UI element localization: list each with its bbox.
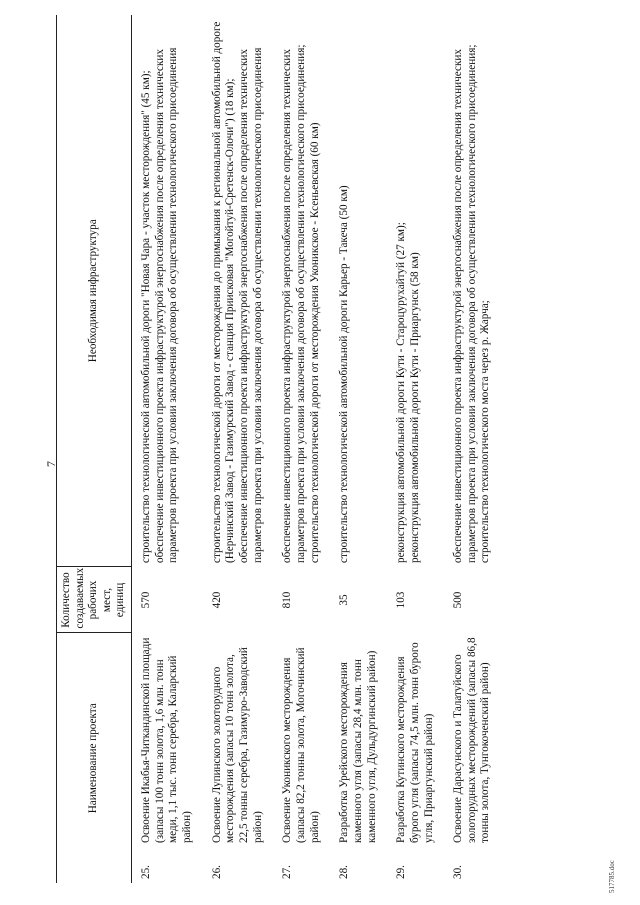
project-name: Освоение Лупинского золоторудного месторождения (запасы 10 тонн золота, 22,5 тонны серебра, Газимуро-Заводский район): [210, 647, 264, 843]
row-number: 25.: [140, 865, 152, 879]
infrastructure-item: реконструкция автомобильной дороги Кути - Староцурухайтуй (27 км);: [395, 222, 408, 563]
table-header-row: [57, 15, 132, 883]
infrastructure-item: строительство технологической автомобильной дороги "Новая Чара - участок месторождения" (45 км);: [140, 70, 152, 563]
infrastructure-item: реконструкция автомобильной дороги Кути - Приаргунск (58 км): [408, 252, 421, 563]
infrastructure-item: обеспечение инвестиционного проекта инфраструктурой энергоснабжения после определения технических параметров проекта при условии заключения договора об осуществлении технологического присоединения;: [452, 44, 478, 563]
project-name: Разработка Кутинского месторождения бурого угля (запасы 74,5 млн. тонн бурого угля, Приаргунский район): [395, 642, 435, 843]
infrastructure-cell: [273, 15, 330, 567]
project-name: Разработка Урейского месторождения каменного угля (запасы 28,4 млн. тонн каменного угля, Дульдургинский район): [338, 650, 378, 843]
infrastructure-cell: [132, 15, 203, 567]
jobs-count: 420: [210, 591, 223, 609]
infrastructure-item: строительство технологической дороги от месторождения до примыкания к региональной автомобильной дороге (Нерчинский Завод - Газимурский Завод - станция Приисковая "Могойтуй-Сретенск-Олочи") (18 км);: [210, 21, 237, 563]
table-body: [132, 15, 502, 883]
infrastructure-cell: [330, 15, 387, 567]
infrastructure-item: обеспечение инвестиционного проекта инфраструктурой энергоснабжения после определения технических параметров проекта при условии заключения договора об осуществлении технологического присоединения: [237, 47, 264, 563]
infrastructure-cell: [444, 15, 501, 567]
infrastructure-item: строительство технологического моста через р. Жарча;: [479, 300, 492, 563]
table-row: [444, 15, 501, 883]
infrastructure-cell: [387, 15, 444, 567]
project-name: Освоение Дарасунского и Талатуйского золоторудных месторождений (запасы 86,8 тонны золота, Тунгокоченский район): [452, 637, 492, 843]
row-number: 28.: [338, 865, 351, 879]
infrastructure-item: обеспечение инвестиционного проекта инфраструктурой энергоснабжения после определения технических параметров проекта при условии заключения договора об осуществлении технологического присоединения;: [281, 44, 307, 563]
table-row: [132, 15, 203, 883]
jobs-count: 810: [281, 591, 294, 609]
infrastructure-item: строительство технологической автомобильной дороги Карьер - Такеча (50 км): [338, 185, 351, 563]
header-jobs-count: Количество создаваемых рабочих мест, единиц: [57, 567, 132, 633]
row-number: 30.: [452, 865, 465, 879]
page-number: 7: [44, 461, 58, 467]
jobs-count: 500: [452, 591, 465, 609]
table-row: [330, 15, 387, 883]
header-infrastructure: Необходимая инфраструктура: [57, 15, 132, 567]
table-row: [387, 15, 444, 883]
header-project-name: Наименование проекта: [57, 633, 132, 883]
footer-doc-id: 517785.doc: [608, 860, 616, 893]
project-name: Освоение Уконикского месторождения (запасы 82,2 тонны золота, Могочинский район): [281, 647, 321, 843]
infrastructure-item: обеспечение инвестиционного проекта инфраструктурой энергоснабжения после определения технических параметров проекта при условии заключения договора об осуществлении технологического присоединения: [153, 47, 180, 563]
infrastructure-cell: [203, 15, 274, 567]
infrastructure-item: строительство технологической дороги от месторождения Уконикское - Ксеньевская (60 км): [308, 122, 321, 563]
row-number: 26.: [210, 865, 223, 879]
table-row: [273, 15, 330, 883]
jobs-count: 35: [338, 594, 351, 606]
row-number: 29.: [395, 865, 408, 879]
jobs-count: 103: [395, 591, 408, 609]
projects-table: [56, 15, 501, 883]
table-row: [203, 15, 274, 883]
row-number: 27.: [281, 865, 294, 879]
jobs-count: 570: [140, 591, 152, 609]
project-name: Освоение Икабья-Читкандинской площади (запасы 100 тонн золота, 1,6 млн. тонн меди, 1,1 тыс. тонн серебра, Каларский район): [140, 637, 193, 843]
